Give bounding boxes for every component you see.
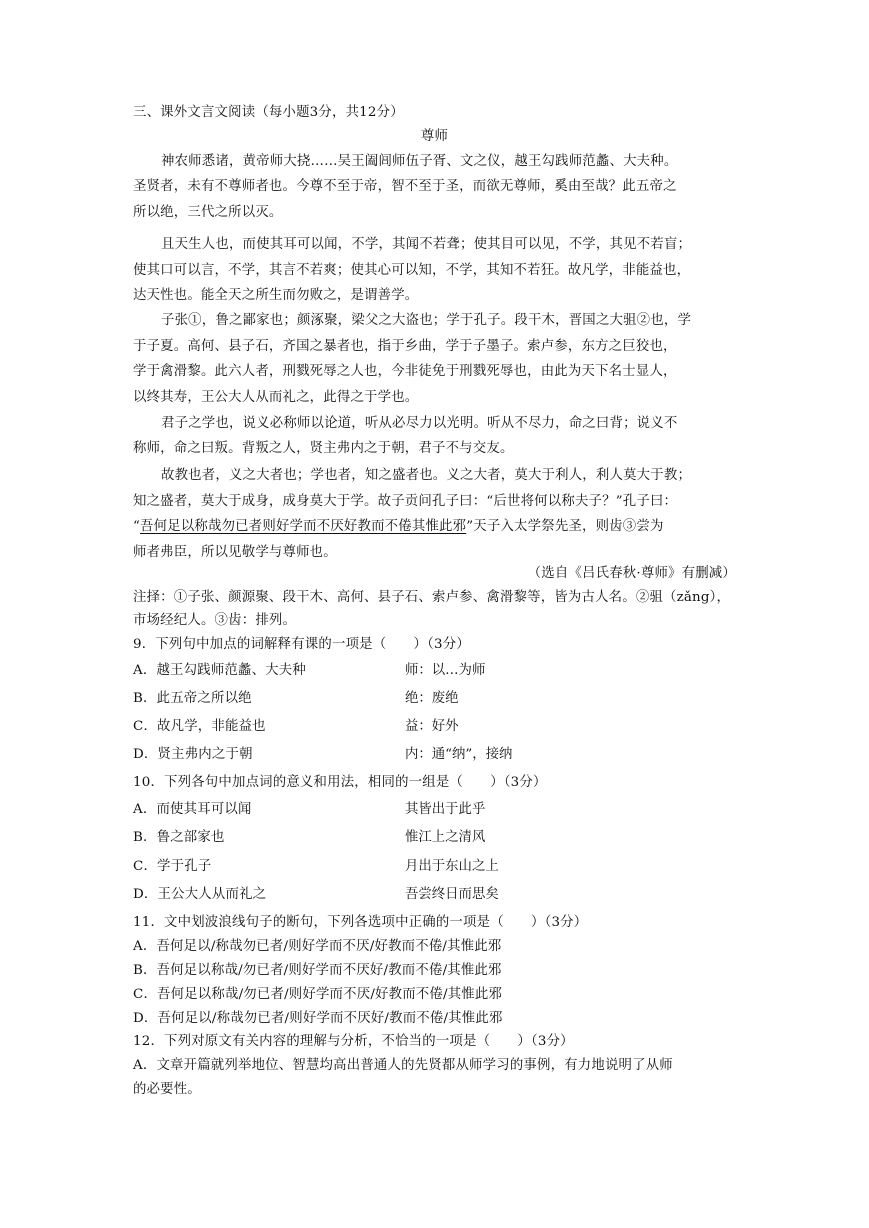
option-left: A．越王勾践师范蠡、大夫种 [133,663,306,678]
passage-line: 故教也者，义之大者也；学也者，知之盛者也。义之大者，莫大于利人，利人莫大于教； [161,468,692,483]
passage-line: 称师，命之曰叛。背叛之人，贤主弗内之于朝，君子不与交友。 [133,441,514,456]
passage-line: 神农师悉诸，黄帝师大挠……吴王阖闾师伍子胥、文之仪，越王勾践师范蠡、大夫种。 [161,154,678,169]
option-right: 益：好外 [405,719,459,734]
option-right: 吾尝终日而思矣 [405,887,499,902]
option-left: C．吾何足以称哉/勿已者/则好学而不厌/好教而不倦/其惟此邪 [133,987,503,1002]
passage-line-underlined: “吾何足以称哉勿已者则好学而不厌好教而不倦其惟此邪”天子入太学祭先圣，则齿③尝为 [133,519,664,534]
option-right: 师：以…为师 [405,663,486,678]
option-right: 绝：废绝 [405,691,459,706]
question-stem: 12．下列对原文有关内容的理解与分析，不恰当的一项是（ ）（3分） [133,1034,574,1049]
wavy-underlined-sentence: 吾何足以称哉勿已者则好学而不厌好教而不倦其惟此邪 [140,519,467,534]
option-left: A．而使其耳可以闻 [133,802,252,817]
option-left: C．学于孔子 [133,859,212,874]
passage-line: 使其口可以言，不学，其言不若爽；使其心可以知，不学，其知不若狂。故凡学，非能益也， [133,263,691,278]
option-right: 其皆出于此乎 [405,802,486,817]
passage-line: 师者弗臣，所以见敬学与尊师也。 [133,545,337,560]
passage-line: 圣贤者，未有不尊师者也。今尊不至于帝，智不至于圣，而欲无尊师，奚由至哉？此五帝之 [133,179,677,194]
option-right: 惟江上之清风 [405,830,486,845]
question-stem: 11．文中划波浪线句子的断句，下列各选项中正确的一项是（ ）（3分） [133,915,588,930]
passage-line: 以终其寿，王公大人从而礼之，此得之于学也。 [133,390,419,405]
option-left: B．吾何足以称哉/勿已者/则好学而不厌好/教而不倦/其惟此邪 [133,963,502,978]
option-left: D．吾何足以/称哉勿已者/则好学而不厌好/教而不倦/其惟此邪 [133,1011,503,1026]
question-stem: 9．下列句中加点的词解释有课的一项是（ ）（3分） [133,637,470,652]
passage-line: 学于禽滑黎。此六人者，刑戮死辱之人也，今非徒免于刑戮死辱也，由此为天下名士显人， [133,364,677,379]
question-stem: 10．下列各句中加点词的意义和用法，相同的一组是（ ）（3分） [133,775,547,790]
source-citation: （选自《吕氏春秋·尊师》有删减） [527,566,736,581]
passage-line: 子张①，鲁之鄙家也；颜涿聚，梁父之大盗也；学于孔子。段干木，晋国之大驵②也，学 [161,313,692,328]
section-title: 三、课外文言文阅读（每小题3分，共12分） [133,105,404,120]
notes-line: 市场经纪人。③齿：排列。 [133,613,297,628]
passage-line: 且天生人也，而使其耳可以闻，不学，其闻不若聋；使其目可以见，不学，其见不若盲； [161,237,692,252]
option-left: 的必要性。 [133,1082,201,1097]
passage-line: 君子之学也，说义必称师以论道，听从必尽力以光明。听从不尽力，命之曰背；说义不 [161,416,678,431]
option-left: B．此五帝之所以绝 [133,691,252,706]
passage-title: 尊师 [420,129,449,144]
passage-line: 于子夏。高何、县子石，齐国之暴者也，指于乡曲，学于子墨子。索卢参，东方之巨狡也， [133,339,677,354]
option-left: A．文章开篇就列举地位、智慧均高出普通人的先贤都从师学习的事例，有力地说明了从师 [133,1058,673,1073]
option-left: D．贤主弗内之于朝 [133,747,253,762]
option-left: D．王公大人从而礼之 [133,887,267,902]
option-left: A．吾何足以/称哉勿已者/则好学而不厌/好教而不倦/其惟此邪 [133,939,502,954]
passage-line: 达天性也。能全天之所生而勿败之，是谓善学。 [133,288,419,303]
passage-line: 知之盛者，莫大于成身，成身莫大于学。故子贡问孔子曰：“后世将何以称夫子？”孔子曰： [133,494,678,509]
option-left: C．故凡学，非能益也 [133,719,266,734]
option-right: 月出于东山之上 [405,859,499,874]
notes-line: 注择：①子张、颜源聚、段干木、高何、县子石、索卢参、禽滑黎等，皆为古人名。②驵（zǎng）， [133,590,731,605]
option-left: B．鲁之部家也 [133,830,225,845]
option-right: 内：通“纳”，接纳 [405,747,513,762]
passage-line: 所以绝，三代之所以灭。 [133,205,283,220]
